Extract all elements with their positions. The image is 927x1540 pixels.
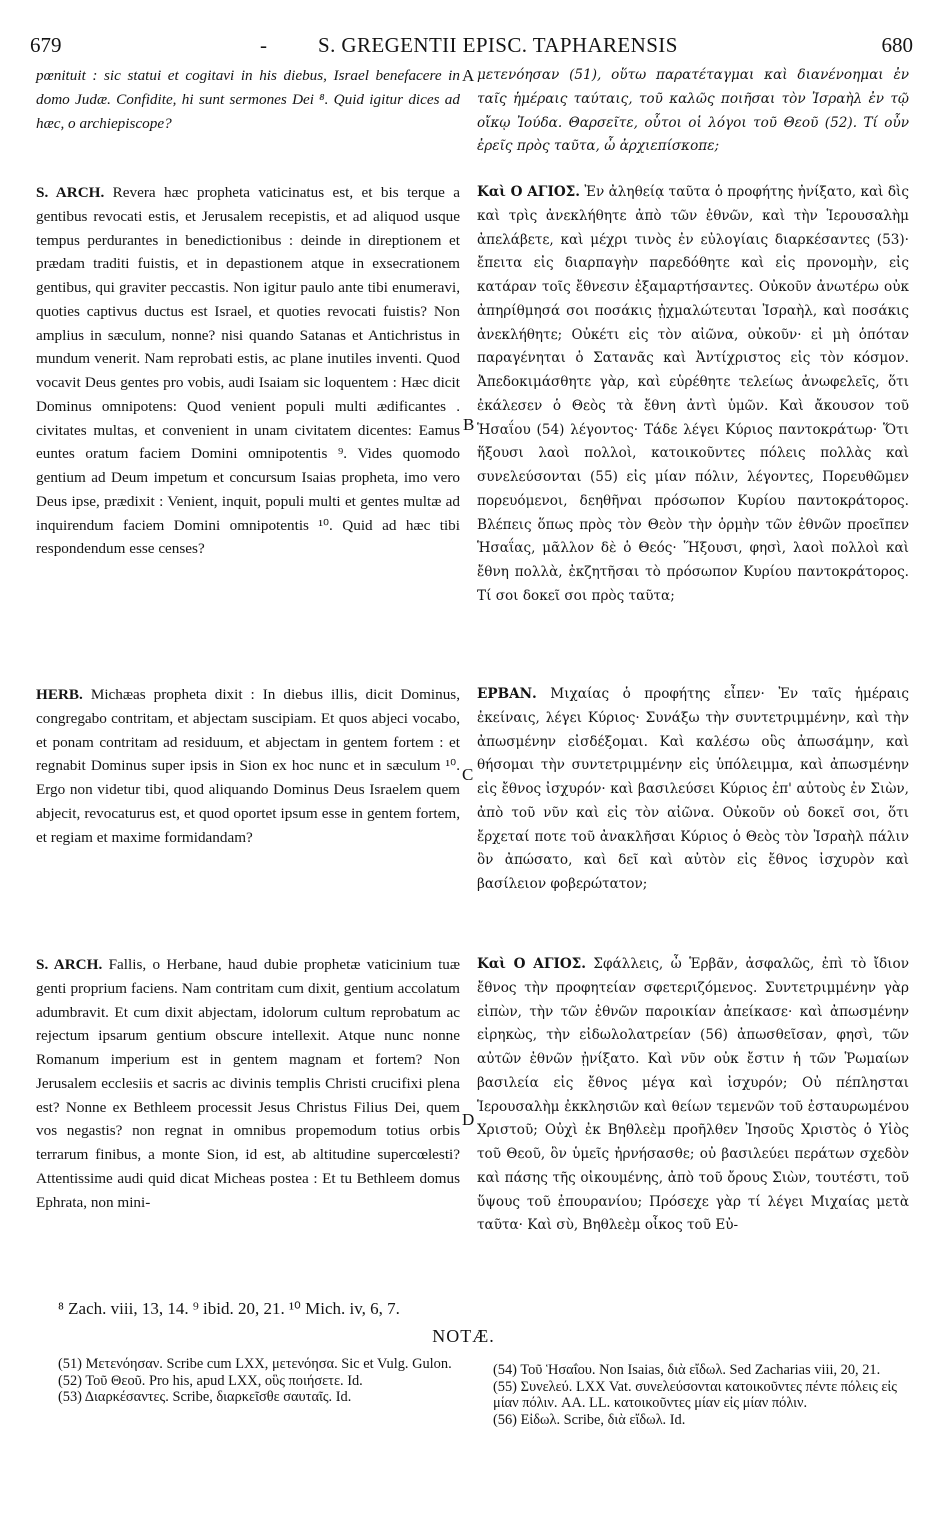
notes-right-column [493,1362,908,1428]
note-53: (53) Διαρκέσαντες. Scribe, διαρκεῖσθε σαυταῖς. Id. [58,1389,352,1405]
speaker-label: Καὶ Ο ΑΓΙΟΣ. [477,184,581,200]
header-dash: - [260,33,267,57]
latin-paragraph-1: pœnituit : sic statui et cogitavi in his diebus, Israel benefacere in domo Judæ. Confidite, hi sunt sermones Dei ⁸. Quid igitur dices ad hæc, o archiepiscope? [36,67,460,132]
page-number-right: 680 [881,33,913,57]
margin-marker-b: B [463,415,475,434]
greek-paragraph-4-text: Σφάλλεις, ὦ Ἑρβᾶν, ἀσφαλῶς, ἐπὶ τὸ ἴδιον ἔθνος τὴν προφητείαν σφετεριζόμενος. Συντετριμμένην γὰρ εἰπὼν, τὴν τῶν ἐθνῶν παροικίαν ἀπείκασε· καὶ ἀπωσμένην εἰρηκὼς, τὴν εἰδωλολατρείαν (56) ἀπωσθεῖσαν, φησὶ, τῶν αὐτῶν ἐθνῶν ᾐνίξατο. Καὶ νῦν οὐκ ἔστιν ἡ τῶν Ῥωμαίων βασιλεία εἰς ἔθνος μέγα καὶ ἰσχυρόν; Οὐ πέπλησται Ἱερουσαλὴμ ἐκκλησιῶν καὶ θείων τεμενῶν τοῦ ἐσταυρωμένου Χριστοῦ; Οὐχὶ ἐκ Βηθλεὲμ προῆλθεν Ἰησοῦς Χριστὸς ὁ Υἱὸς τοῦ Θεοῦ, ὃν ὑμεῖς ἠρνήσασθε; οὐ βασιλεύει περάτων σχεδὸν καὶ πάσης τῆς οἰκουμένης, ἀπὸ τοῦ ὄρους Σιὼν, τουτέστι, τοῦ ὕψους τοῦ ἐπουρανίου; Πρόσεχε γὰρ τί λέγει Μιχαίας μετὰ ταῦτα· Καὶ σὺ, Βηθλεὲμ οἶκος τοῦ Εὐ- [477,956,909,1234]
greek-column-herban [477,683,909,897]
speaker-label: Καὶ Ο ΑΓΙΟΣ. [477,956,587,972]
speaker-label: S. ARCH. [36,956,103,973]
latin-paragraph-3 [36,683,460,849]
greek-paragraph-2 [477,181,909,609]
note-55: (55) Συνελεύ. LXX Vat. συνελεύσονται κατοικοῦντες πέντε πόλεις εἰς μίαν πόλιν. AA. LL. κατοικοῦντες μίαν εἰς μίαν πόλιν. [493,1378,897,1411]
latin-column-s-arch-2 [36,953,460,1214]
speaker-label: HERB. [36,686,83,703]
speaker-label: ΕΡΒΑΝ. [477,686,537,702]
note-52: (52) Τοῦ Θεοῦ. Pro his, apud LXX, οὓς ποιήσετε. Id. [58,1372,363,1389]
speaker-label: S. ARCH. [36,184,105,201]
note-54: (54) Τοῦ Ἡσαΐου. Non Isaias, διὰ εἴδωλ. Sed Zacharias viii, 20, 21. [493,1362,881,1378]
latin-column-herb [36,683,460,849]
latin-column-s-arch-1 [36,181,460,561]
latin-paragraph-2-text: Revera hæc propheta vaticinatus est, et bis terque a gentibus revocati estis, et Jerusalem recepistis, et ad aliquod usque tempus perdurantes in benedictionibus : deinde in direptionem et prædam traditi fuistis, et in depastionem atque in exsecrationem gentibus, qui graviter peccastis. Non igitur paulo ante tibi enumeravi, quoties captivus ductus est Israel, et quoties revocati fuistis? Non amplius in sæculum, nonne? nisi quando Satanas et Antichristus in mundum venerit. Nam reprobati estis, ac plane inutiles inventi. Quod vocavit Deus gentes pro vobis, audi Isaiam sic loquentem : Hæc dicit Dominus omnipotens: Quod venient populi multi ædificantes . civitates multas, et convenient in unam civitatem dicentes: Eamus euntes oratum faciem Domini omnipotentis ⁹. Vides quomodo gentium ad Deum impetum et concursum Isaias propheta, imo vero Deus ipse, prædixit : Venient, inquit, populi multi et gentes multæ ad inquirendum faciem Domini omnipotentis ¹⁰. Quid ad hæc tibi respondendum esse censes? [36,184,461,558]
margin-marker-d: D [462,1110,475,1129]
latin-paragraph-3-text: Michæas propheta dixit : In diebus illis, dicit Dominus, congregabo contritam, et abjectam suscipiam. Et quos abjeci vocabo, et ponam contritam ad residuum, et abjectam in gentem fortem : et regnabit Dominus super ipsis in Sion ex hoc nunc et in sæculum ¹⁰. Ergo non videtur tibi, quod aliquando Dominus Deus Israelem quem abjecit, revocaturus est, et quod oportet ipsum esse in gentem fortem, et regiam et maxime formidandam? [36,686,461,846]
latin-paragraph-2 [36,181,460,561]
greek-paragraph-3-text: Μιχαίας ὁ προφήτης εἶπεν· Ἐν ταῖς ἡμέραις ἐκείναις, λέγει Κύριος· Συνάξω τὴν συντετριμμένην, καὶ τὴν ἀπωσμένην εἰσδέξομαι. Καὶ καλέσω οὓς ἀπωσάμην, καὶ θήσομαι τὴν συντετριμμένην εἰς ὑπόλειμμα, καὶ ἀπωσμένην εἰς ἔθνος ἰσχυρόν· καὶ βασιλεύσει Κύριος ἐπ' αὐτοὺς ἐν Σιὼν, ἀπὸ τοῦ νῦν καὶ εἰς τὸν αἰῶνα. Οὐκοῦν οὐ δοκεῖ σοι, ὅτι ἔρχεταί ποτε τοῦ ἀνακλῆσαι Κύριος ὁ Θεὸς τὸν Ἰσραὴλ πάλιν ὃν ἀπώσατο, καὶ δεῖ καὶ αὐτὸν εἰς ἔθνος ἰσχυρὸν καὶ βασίλειον φοβερώτατον; [477,686,909,892]
running-header [30,33,913,63]
note-56: (56) Εἰδωλ. Scribe, διὰ εἴδωλ. Id. [493,1411,686,1428]
page-number-left: 679 [30,33,62,57]
greek-column-hagios-1 [477,181,909,609]
margin-marker-c: C [462,765,474,784]
latin-paragraph-4 [36,953,460,1214]
greek-paragraph-4 [477,953,909,1238]
greek-paragraph-2-text: Ἐν ἀληθείᾳ ταῦτα ὁ προφήτης ἠνίξατο, καὶ δὶς καὶ τρὶς ἀνεκλήθητε ἀπὸ τῶν ἐθνῶν, καὶ τὴν Ἱερουσαλὴμ ἀπελάβετε, καὶ μέχρι τινὸς ἐν εὐλογίαις διαρκέσαντες (53)· ἔπειτα εἰς διαρπαγὴν παρεδόθητε καὶ εἰς προνομὴν, εἰς κατάραν τοῖς ἔθνεσιν ἐξαμαρτήσαντες. Οὐκοῦν ἀνωτέρω οὐκ ἀπηρίθμησά σοι ποσάκις ᾐχμαλώτευται Ἰσραὴλ, καὶ ποσάκις ἀνεκλήθητε; Οὐκέτι εἰς τὸν αἰῶνα, οὐκοῦν· εἰ μὴ ὁπόταν παραγένηται ὁ Σατανᾶς καὶ Ἀντίχριστος εἰς τὸν κόσμον. Ἀπεδοκιμάσθητε γὰρ, καὶ εὑρέθητε τελείως ἀνωφελεῖς, ὅτι ἐκάλεσεν ὁ Θεὸς τὰ ἔθνη ἀντὶ ὑμῶν. Καὶ ἄκουσον τοῦ Ἡσαΐου (54) λέγοντος· Τάδε λέγει Κύριος παντοκράτωρ· Ὅτι ἥξουσι λαοὶ πολλοὶ, κατοικοῦντες πόλεις πολλὰς καὶ συνελεύσονται (55) εἰς μίαν πόλιν, λέγοντες, Πορευθῶμεν πορευόμενοι, δεηθῆναι πρόσωπον Κυρίου παντοκράτορος. Βλέπεις ὅπως πρὸς τὸν Θεὸν τὴν ὁρμὴν τῶν ἐθνῶν προεῖπεν Ἡσαΐας, μᾶλλον δὲ ὁ Θεός· Ἥξουσι, φησὶ, λαοὶ πολλοὶ καὶ ἔθνη πολλὰ, ἐκζητῆσαι τὸ πρόσωπον Κυρίου παντοκράτορος. Τί σοι δοκεῖ σοι πρὸς ταῦτα; [477,184,909,604]
running-title: S. GREGENTII EPISC. TAPHARENSIS [318,33,678,57]
notae-heading: NOTÆ. [432,1326,495,1346]
latin-column [36,64,460,135]
note-51: (51) Μετενόησαν. Scribe cum LXX, μετενόησα. Sic et Vulg. Gulon. [58,1356,452,1372]
greek-paragraph-3 [477,683,909,897]
notes-left-column [58,1356,468,1406]
latin-paragraph-4-text: Fallis, o Herbane, haud dubie prophetæ vaticinium tuæ genti proprium faciens. Nam contritam cum dixit, gentium accolatum adumbravit. Et cum dixit abjectam, idolorum cultum reprobatum ac rejectum ipsarum gentium obscure intellexit. Atque nunc nonne Romanum imperium est in gentem magnam et fortem? Non Jerusalem ecclesiis et sacris ac divinis templis Christi crucifixi plena est? Nonne ex Bethleem processit Jesus Christus Filius Dei, quem vos negastis? non regnat in omnibus propemodum totius orbis terrarum finibus, a monte Sion, id est, ab altitudine supercœlesti? Attentissime audi quid dicat Micheas postea : Et tu Bethleem domus Ephrata, non mini- [36,956,461,1211]
footnote-line: ⁸ Zach. viii, 13, 14. ⁹ ibid. 20, 21. ¹⁰ Mich. iv, 6, 7. [58,1299,400,1318]
greek-column [477,64,909,159]
greek-paragraph-1: μετενόησαν (51), οὕτω παρατέταγμαι καὶ διανένοημαι ἐν ταῖς ἡμέραις ταύταις, τοῦ καλῶς ποιῆσαι τὸν Ἰσραὴλ ἐν τῷ οἴκῳ Ἰούδα. Θαρσεῖτε, οὗτοι οἱ λόγοι τοῦ Θεοῦ (52). Τί οὖν ἐρεῖς πρὸς ταῦτα, ὦ ἀρχιεπίσκοπε; [477,67,909,155]
margin-marker-a: A [462,66,475,85]
greek-column-hagios-2 [477,953,909,1238]
